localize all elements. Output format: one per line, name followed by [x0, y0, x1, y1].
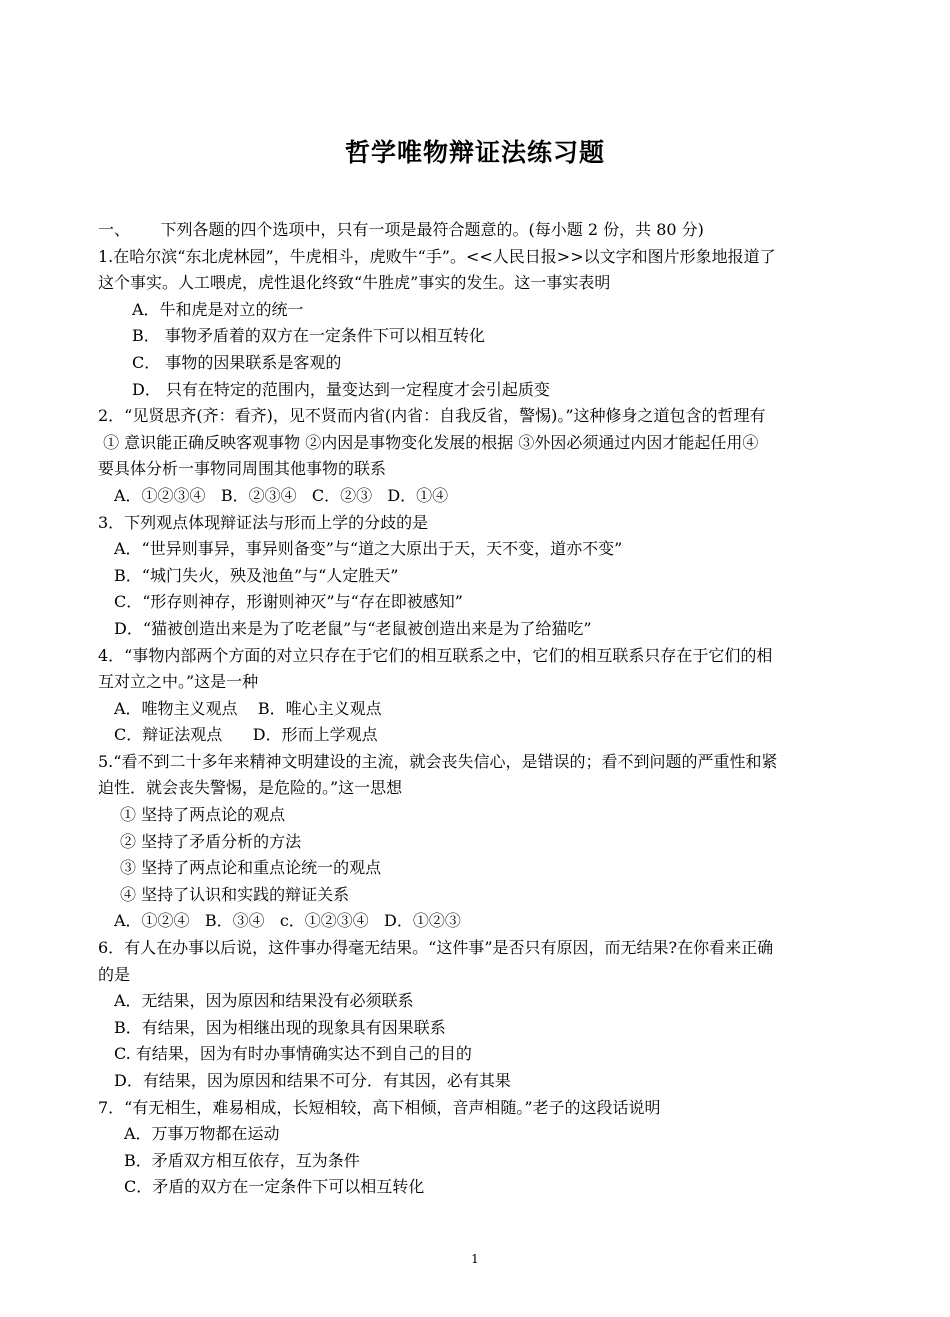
q3-option-b: B．“城门失火，殃及池鱼”与“人定胜天” [114, 565, 399, 585]
q3-option-d: D．“猫被创造出来是为了吃老鼠”与“老鼠被创造出来是为了给猫吃” [114, 618, 592, 638]
q2-stem-line-2: ① 意识能正确反映客观事物 ②内因是事物变化发展的根据 ③外因必须通过内因才能起任用④ [98, 432, 759, 452]
q1-stem-line-1: 1.在哈尔滨“东北虎林园”，牛虎相斗，虎败牛“手”。<<人民日报>>以文字和图片形象地报道了 [98, 246, 776, 266]
q5-stem-line-2: 迫性．就会丧失警惕，是危险的。”这一思想 [98, 778, 403, 798]
q3-option-c: C．“形存则神存，形谢则神灭”与“存在即被感知” [114, 592, 463, 612]
q5-item-2: ② 坚持了矛盾分析的方法 [120, 831, 302, 851]
q1-option-a: A．牛和虎是对立的统一 [132, 299, 304, 319]
q7-option-c: C．矛盾的双方在一定条件下可以相互转化 [124, 1177, 425, 1197]
section-header: 一、 下列各题的四个选项中，只有一项是最符合题意的。(每小题 2 份，共 80 分) [98, 220, 704, 239]
q2-stem-line-1: 2．“见贤思齐(齐：看齐)，见不贤而内省(内省：自我反省，警惕)。”这种修身之道包含的哲理有 [98, 406, 766, 426]
q5-item-4: ④ 坚持了认识和实践的辩证关系 [120, 884, 350, 904]
q5-stem-line-1: 5.“看不到二十多年来精神文明建设的主流，就会丧失信心，是错误的；看不到问题的严重性和紧 [98, 751, 778, 771]
question-list [98, 217, 858, 1201]
q1-option-d: D． 只有在特定的范围内，量变达到一定程度才会引起质变 [132, 379, 550, 399]
q7-option-a: A．万事万物都在运动 [124, 1124, 280, 1144]
q1-stem-line-2: 这个事实。人工喂虎，虎性退化终致“牛胜虎”事实的发生。这一事实表明 [98, 273, 611, 293]
q5-item-3: ③ 坚持了两点论和重点论统一的观点 [120, 858, 382, 878]
q5-item-1: ① 坚持了两点论的观点 [120, 805, 286, 825]
q6-stem-line-1: 6．有人在办事以后说，这件事办得毫无结果。“这件事”是否只有原因，而无结果?在你看来正确 [98, 938, 774, 958]
q1-option-c: C． 事物的因果联系是客观的 [132, 352, 342, 372]
q6-option-b: B．有结果，因为相继出现的现象具有因果联系 [114, 1017, 446, 1037]
q7-stem: 7．“有无相生，难易相成，长短相较，高下相倾，音声相随。”老子的这段话说明 [98, 1097, 661, 1117]
q4-options-row-1: A．唯物主义观点 B．唯心主义观点 [114, 698, 382, 718]
page-title: 哲学唯物辩证法练习题 [344, 138, 605, 167]
q4-options-row-2: C．辩证法观点 D．形而上学观点 [114, 725, 378, 745]
q4-stem-line-2: 互对立之中。”这是一种 [98, 672, 259, 692]
q1-option-b: B． 事物矛盾着的双方在一定条件下可以相互转化 [132, 326, 485, 346]
q7-option-b: B．矛盾双方相互依存，互为条件 [124, 1150, 360, 1170]
q4-stem-line-1: 4．“事物内部两个方面的对立只存在于它们的相互联系之中，它们的相互联系只存在于它们的相 [98, 645, 773, 665]
q5-options: A．①②④ B．③④ c．①②③④ D．①②③ [114, 911, 461, 931]
page-number: 1 [471, 1252, 479, 1266]
q2-stem-line-3: 要具体分析一事物同周围其他事物的联系 [98, 459, 387, 479]
q6-option-c: C. 有结果，因为有时办事情确实达不到自己的目的 [114, 1044, 472, 1064]
q6-option-d: D．有结果，因为原因和结果不可分．有其因，必有其果 [114, 1071, 511, 1090]
q6-option-a: A．无结果，因为原因和结果没有必须联系 [114, 991, 414, 1011]
q2-options: A．①②③④ B．②③④ C．②③ D．①④ [114, 485, 449, 505]
q6-stem-line-2: 的是 [98, 964, 131, 984]
q3-option-a: A．“世异则事异，事异则备变”与“道之大原出于天，天不变，道亦不变” [114, 539, 623, 559]
q3-stem: 3．下列观点体现辩证法与形而上学的分歧的是 [98, 512, 429, 532]
